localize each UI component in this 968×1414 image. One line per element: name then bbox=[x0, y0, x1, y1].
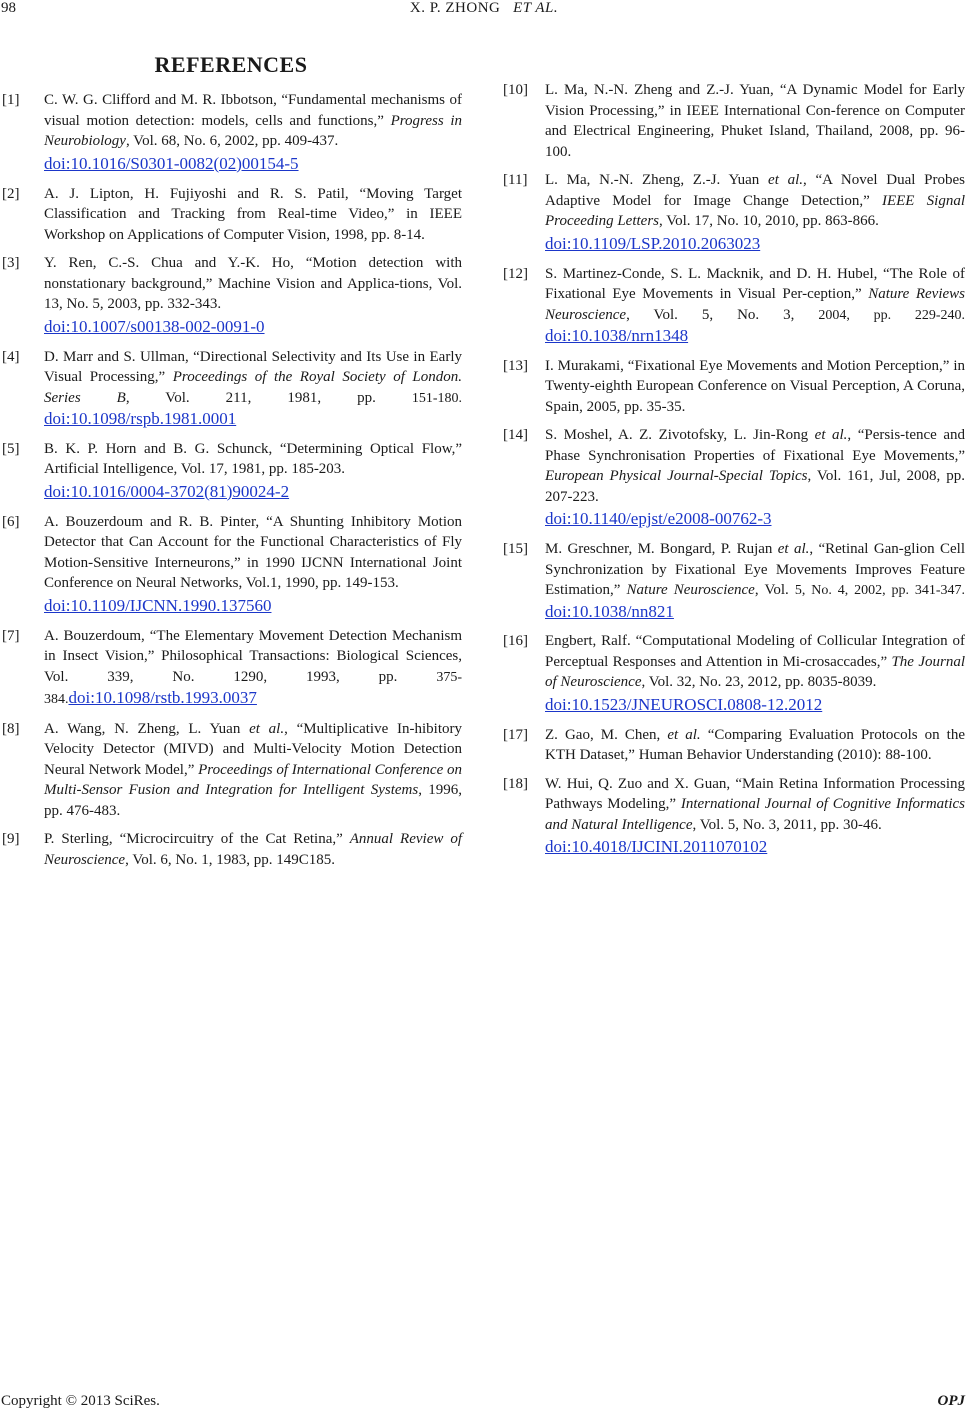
reference-item bbox=[503, 425, 965, 531]
doi-link[interactable]: doi:10.1140/epjst/e2008-00762-3 bbox=[545, 509, 772, 528]
et-al: et al. bbox=[768, 172, 804, 188]
reference-text-part: , Vol. 6, No. 1, 1983, pp. 149C185. bbox=[125, 851, 335, 868]
doi-link[interactable]: doi:10.1109/IJCNN.1990.137560 bbox=[44, 595, 272, 615]
journal-title: Nature Reviews Neuroscience bbox=[545, 286, 965, 323]
journal-title: Proceedings of International Conference on Multi-Sensor Fusion and Integration for Intelligent Systems bbox=[44, 761, 462, 798]
running-head-authors: X. P. ZHONG bbox=[409, 0, 501, 16]
reference-number: [8] bbox=[2, 720, 20, 737]
reference-text-part: , Vol. 161, Jul, 2008, pp. 207-223. bbox=[545, 468, 965, 505]
running-head bbox=[0, 0, 968, 17]
reference-text bbox=[44, 829, 462, 870]
reference-number: [4] bbox=[2, 348, 20, 365]
journal-title: Nature Neuroscience bbox=[626, 582, 755, 598]
reference-pages: 2004, pp. 229-240. bbox=[818, 307, 965, 323]
reference-text-part: , “Multiplicative In-hibitory Velocity Detector (MIVD) and Multi-Velocity Motion Detection Neural Network Model,” bbox=[44, 720, 462, 778]
reference-item bbox=[503, 725, 965, 766]
reference-text bbox=[545, 631, 965, 717]
et-al: et al. bbox=[814, 427, 848, 443]
reference-number: [10] bbox=[503, 82, 528, 98]
reference-text-part: , “Persis-tence and Phase Synchronisation Properties of Fixational Eye Movements,” bbox=[545, 427, 965, 464]
reference-text-part: A. Bouzerdoum, “The Elementary Movement Detection Mechanism in Insect Vision,” Philosophical Transactions: Biological Sciences, Vol. 339, No. 1290, 1993, pp. bbox=[44, 627, 462, 685]
reference-text-part: P. Sterling, “Microcircuitry of the Cat Retina,” bbox=[44, 831, 350, 847]
reference-text-part: , Vol. 5, No. 3, bbox=[626, 306, 819, 323]
footer-journal: OPJ bbox=[937, 1393, 965, 1409]
reference-number: [3] bbox=[2, 255, 20, 271]
reference-item bbox=[2, 439, 462, 504]
doi-link[interactable]: doi:10.4018/IJCINI.2011070102 bbox=[545, 837, 768, 856]
reference-number: [1] bbox=[2, 92, 20, 108]
reference-text bbox=[44, 90, 462, 176]
reference-pages: 375-384. bbox=[44, 669, 462, 707]
reference-text-part: A. Wang, N. Zheng, L. Yuan bbox=[44, 720, 250, 737]
footer-copyright: Copyright © 2013 SciRes. bbox=[1, 1393, 160, 1409]
reference-item bbox=[503, 80, 965, 162]
reference-number: [11] bbox=[503, 172, 528, 188]
reference-item bbox=[2, 347, 462, 431]
reference-text-part: Z. Gao, M. Chen, bbox=[545, 726, 668, 743]
reference-item bbox=[2, 719, 462, 822]
et-al: et al. bbox=[777, 541, 810, 557]
reference-number: [2] bbox=[2, 185, 20, 202]
reference-text: L. Ma, N.-N. Zheng and Z.-J. Yuan, “A Dynamic Model for Early Vision Processing,” in IEEE International Con-ference on Computer and Electrical Engineering, Phuket Island, Thailand, 2008, pp. 96-100. bbox=[545, 82, 965, 160]
reference-text-part: S. Moshel, A. Z. Zivotofsky, L. Jin-Rong bbox=[545, 427, 815, 443]
reference-text-part: D. Marr and S. Ullman, “Directional Selectivity and Its Use in Early Visual Processing,” bbox=[44, 348, 462, 385]
reference-text bbox=[44, 512, 462, 618]
doi-link[interactable]: doi:10.1038/nn821 bbox=[545, 601, 674, 621]
reference-text-part: , Vol. 17, No. 10, 2010, pp. 863-866. bbox=[659, 213, 879, 229]
reference-text-part: , Vol. 5, No. 3, 2011, pp. 30-46. bbox=[692, 816, 882, 833]
reference-text bbox=[44, 253, 462, 339]
journal-title: IEEE Signal Proceeding Letters bbox=[545, 192, 965, 229]
reference-pages: 5, No. 4, 2002, pp. 341-347. bbox=[794, 583, 966, 598]
et-al: et al. bbox=[249, 720, 285, 737]
reference-item bbox=[503, 170, 965, 256]
reference-text bbox=[44, 347, 462, 431]
right-column bbox=[503, 80, 965, 867]
reference-pages: 151-180. bbox=[411, 390, 462, 406]
reference-number: [14] bbox=[503, 427, 528, 443]
journal-title: European Physical Journal-Special Topics bbox=[545, 468, 808, 484]
reference-text-part: B. K. P. Horn and B. G. Schunck, “Determining Optical Flow,” Artificial Intelligence, Vol. 17, 1981, pp. 185-203. bbox=[44, 440, 462, 477]
reference-text-part: S. Martinez-Conde, S. L. Macknik, and D. H. Hubel, “The Role of Fixational Eye Movements in Visual Per-ception,” bbox=[545, 265, 965, 302]
reference-item bbox=[503, 631, 965, 717]
reference-item bbox=[503, 539, 965, 623]
reference-number: [17] bbox=[503, 726, 528, 743]
reference-text-part: M. Greschner, M. Bongard, P. Rujan bbox=[545, 541, 778, 557]
journal-title: Proceedings of the Royal Society of London. Series B bbox=[44, 369, 462, 406]
section-title: REFERENCES bbox=[154, 52, 308, 77]
reference-text bbox=[44, 439, 462, 504]
reference-text: A. J. Lipton, H. Fujiyoshi and R. S. Patil, “Moving Target Classification and Tracking from Real-time Video,” in IEEE Workshop on Applications of Computer Vision, 1998, pp. 8-14. bbox=[44, 185, 462, 243]
running-head-etal: ET AL. bbox=[513, 0, 559, 16]
doi-link[interactable]: doi:10.1098/rspb.1981.0001 bbox=[44, 409, 237, 428]
journal-title: Annual Review of Neuroscience bbox=[44, 831, 462, 868]
reference-text-part: , 1996, pp. 476-483. bbox=[44, 782, 462, 819]
reference-number: [12] bbox=[503, 265, 528, 282]
et-al: et al. bbox=[667, 726, 701, 743]
reference-item bbox=[2, 90, 462, 176]
reference-item bbox=[2, 184, 462, 246]
reference-text-part: , “Retinal Gan-glion Cell Synchronization by Fixational Eye Movements Improves Feature Estimation,” bbox=[545, 541, 965, 598]
reference-text bbox=[545, 725, 965, 766]
reference-text-part: C. W. G. Clifford and M. R. Ibbotson, “Fundamental mechanisms of visual motion detection: models, cells and functions,” bbox=[44, 92, 462, 129]
reference-text-part: A. Bouzerdoum and R. B. Pinter, “A Shunting Inhibitory Motion Detector that Can Account for the Functional Characteristics of Fly Motion-Sensitive Interneurons,” in 1990 IJCNN International Joint Conference on Neural Networks, Vol.1, 1990, pp. 149-153. bbox=[44, 513, 462, 591]
reference-text bbox=[44, 719, 462, 822]
reference-number: [9] bbox=[2, 831, 20, 847]
reference-number: [16] bbox=[503, 633, 528, 649]
page-number: 98 bbox=[1, 0, 16, 16]
doi-link[interactable]: doi:10.1523/JNEUROSCI.0808-12.2012 bbox=[545, 694, 823, 714]
journal-title: International Journal of Cognitive Informatics and Natural Intelligence bbox=[545, 796, 965, 833]
reference-text-part: Engbert, Ralf. “Computational Modeling of Collicular Integration of Perceptual Responses and Attention in Mi-crosaccades,” bbox=[545, 633, 965, 670]
reference-text-part: , “A Novel Dual Probes Adaptive Model for Image Change Detection,” bbox=[545, 172, 966, 209]
reference-text-part: W. Hui, Q. Zuo and X. Guan, “Main Retina Information Processing Pathways Modeling,” bbox=[545, 775, 965, 812]
reference-text-part: L. Ma, N.-N. Zheng, Z.-J. Yuan bbox=[545, 172, 769, 188]
journal-title: The Journal of Neuroscience bbox=[545, 653, 965, 690]
reference-text bbox=[545, 170, 965, 256]
reference-number: [5] bbox=[2, 440, 20, 457]
reference-text bbox=[545, 774, 965, 860]
reference-text bbox=[545, 264, 965, 348]
reference-item bbox=[503, 356, 965, 418]
reference-item bbox=[2, 829, 462, 870]
reference-number: [7] bbox=[2, 627, 20, 644]
reference-text-part: , Vol. bbox=[754, 582, 795, 598]
reference-text-part: , Vol. 32, No. 23, 2012, pp. 8035-8039. bbox=[641, 674, 877, 690]
left-column bbox=[2, 90, 462, 878]
doi-link[interactable]: doi:10.1098/rstb.1993.0037 bbox=[68, 688, 257, 707]
doi-link[interactable]: doi:10.1109/LSP.2010.2063023 bbox=[545, 233, 761, 253]
reference-text bbox=[545, 425, 965, 531]
doi-link[interactable]: doi:10.1007/s00138-002-0091-0 bbox=[44, 316, 265, 336]
reference-text-part: , Vol. 68, No. 6, 2002, pp. 409-437. bbox=[125, 133, 339, 149]
reference-text-part: , Vol. 211, 1981, pp. bbox=[125, 389, 412, 406]
reference-item bbox=[2, 626, 462, 711]
doi-link[interactable]: doi:10.1016/S0301-0082(02)00154-5 bbox=[44, 153, 299, 173]
reference-number: [6] bbox=[2, 513, 20, 530]
doi-link[interactable]: doi:10.1016/0004-3702(81)90024-2 bbox=[44, 481, 290, 501]
reference-text: I. Murakami, “Fixational Eye Movements and Motion Perception,” in Twenty-eighth European Conference on Visual Perception, A Coruna, Spain, 2005, pp. 35-35. bbox=[545, 357, 965, 415]
reference-number: [18] bbox=[503, 775, 528, 792]
reference-item bbox=[503, 774, 965, 860]
reference-item bbox=[2, 253, 462, 339]
doi-link[interactable]: doi:10.1038/nrn1348 bbox=[545, 326, 689, 345]
reference-number: [15] bbox=[503, 541, 528, 557]
journal-title: Progress in Neurobiology bbox=[44, 112, 462, 149]
reference-item bbox=[2, 512, 462, 618]
reference-text bbox=[44, 626, 462, 711]
reference-text bbox=[545, 539, 965, 623]
reference-text-part: Y. Ren, C.-S. Chua and Y.-K. Ho, “Motion detection with nonstationary background,” Machine Vision and Applica-tions, Vol. 13, No. 5, 2003, pp. 332-343. bbox=[44, 255, 462, 312]
reference-number: [13] bbox=[503, 357, 528, 374]
reference-text-part: “Comparing Evaluation Protocols on the KTH Dataset,” Human Behavior Understanding (2010): 88-100. bbox=[545, 726, 965, 763]
reference-item bbox=[503, 264, 965, 348]
